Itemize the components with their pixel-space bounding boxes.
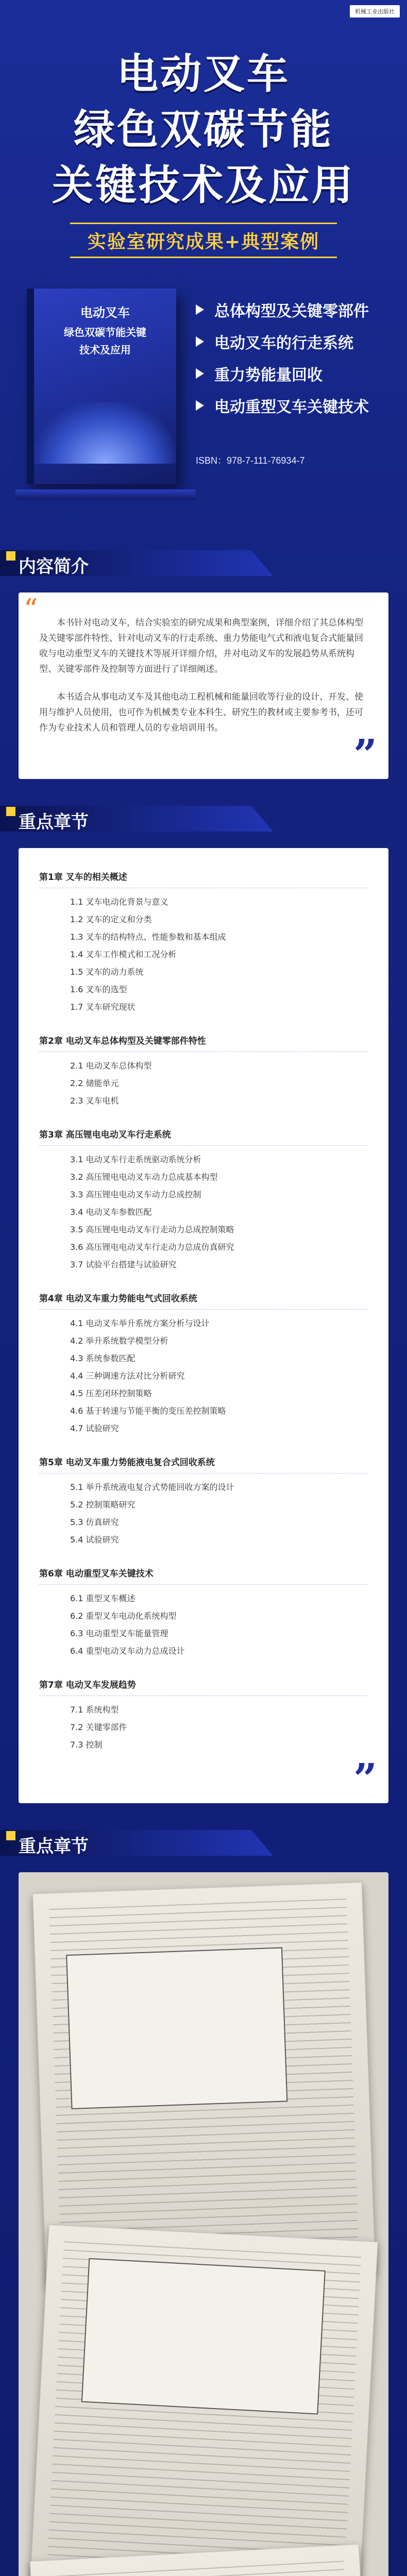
section-item: 4.2 举升系统数学模型分析 [70,1336,168,1346]
chapter-title: 第1章 叉车的相关概述 [39,866,368,888]
page-diagram [66,1947,287,2109]
feature-item [196,389,397,421]
intro-box [19,592,388,779]
feature-label: 重力势能量回收 [214,366,323,384]
feature-list [196,294,397,421]
chapter [39,1287,368,1437]
section-item: 4.6 基于转速与节能平衡的变压差控制策略 [70,1406,226,1416]
section-item: 6.3 电动重型叉车能量管理 [70,1629,168,1638]
section-item: 1.3 叉车的结构特点、性能参数和基本组成 [70,932,226,942]
book-page-photo [32,1882,376,2285]
section-item: 2.3 叉车电机 [70,1096,119,1106]
section-header-photos [0,1816,407,1862]
toc-box [19,848,388,1803]
section-item: 5.3 仿真研究 [70,1517,119,1527]
triangle-arrow-icon [196,368,204,379]
close-quote-icon: ” [353,1754,377,1803]
section-item: 3.3 高压锂电电动叉车动力总成控制 [70,1190,201,1199]
chapter [39,866,368,1016]
chapter-title: 第6章 电动重型叉车关键技术 [39,1562,368,1585]
hero-subtitle: 实验室研究成果+典型案例 [70,223,337,258]
page-text-lines [46,2561,362,2576]
section-item: 6.4 重型电动叉车动力总成设计 [70,1646,185,1656]
section-header-toc [0,791,407,838]
section-item: 7.1 系统构型 [70,1705,119,1715]
section-item: 4.3 系统参数匹配 [70,1353,135,1363]
yellow-square-icon [6,1831,15,1840]
section-title: 重点章节 [19,812,89,833]
section-item: 3.6 高压锂电电动叉车行走动力总成仿真研究 [70,1242,234,1252]
section-item: 3.4 电动叉车参数匹配 [70,1207,152,1217]
publisher-badge: 机械工业出版社 [350,5,400,18]
section-item: 6.1 重型叉车概述 [70,1594,135,1603]
triangle-arrow-icon [196,304,204,315]
section-title: 重点章节 [19,1836,89,1857]
section-item: 2.1 电动叉车总体构型 [70,1061,152,1071]
yellow-square-icon [6,807,15,816]
chapter-title: 第2章 电动叉车总体构型及关键零部件特性 [39,1029,368,1052]
section-item: 1.5 叉车的动力系统 [70,967,144,977]
feature-label: 总体构型及关键零部件 [214,302,369,320]
feature-label: 电动叉车的行走系统 [214,334,353,352]
book-cover-title-1: 电动叉车 [80,305,130,320]
section-item: 3.2 高压锂电电动叉车动力总成基本构型 [70,1172,218,1182]
chapter [39,1029,368,1110]
chapter [39,1562,368,1660]
feature-item [196,294,397,326]
book-pages-photo-area [19,1872,388,2576]
feature-item [196,358,397,389]
feature-label: 电动重型叉车关键技术 [214,398,369,416]
section-item: 3.5 高压锂电电动叉车行走动力总成控制策略 [70,1225,234,1234]
page-diagram [81,2258,326,2415]
hero-title-line-1: 电动叉车 [117,50,290,98]
section-item: 4.4 三种调速方法对比分析研究 [70,1371,185,1381]
triangle-arrow-icon [196,400,204,411]
section-item: 4.7 试验研究 [70,1423,119,1433]
intro-paragraph-2: 本书适合从事电动叉车及其他电动工程机械和能量回收等行业的设计、开发、使用与维护人员使用，也可作为机械类专业本科生、研究生的教材或主要参考书，还可作为专业技术人员和管理人员的专业培训用书。 [39,692,363,733]
section-item: 7.3 控制 [70,1740,103,1750]
chapter [39,1123,368,1274]
section-item: 2.2 储能单元 [70,1078,119,1088]
chapter-title: 第5章 电动叉车重力势能液电复合式回收系统 [39,1451,368,1473]
section-title: 内容简介 [19,556,89,577]
book-page-photo [30,2225,378,2576]
open-quote-icon: “ [24,593,38,625]
book-area [0,289,407,515]
section-item: 1.4 叉车工作模式和工况分析 [70,950,177,959]
close-quote-icon: ” [353,730,377,778]
section-header-intro [0,536,407,582]
section-item: 1.7 叉车研究现状 [70,1002,135,1012]
book-cover-illustration [34,402,176,464]
book-stand-shadow [15,489,196,500]
chapter-title: 第7章 电动叉车发展趋势 [39,1673,368,1696]
yellow-square-icon [6,551,15,561]
chapter [39,1673,368,1754]
triangle-arrow-icon [196,336,204,347]
isbn: ISBN：978-7-111-76934-7 [196,455,305,466]
chapter-title: 第4章 电动叉车重力势能电气式回收系统 [39,1287,368,1310]
hero-title-line-3: 关键技术及应用 [52,161,355,209]
chapter-title: 第3章 高压锂电电动叉车行走系统 [39,1123,368,1146]
intro-paragraph-1: 本书针对电动叉车，结合实验室的研究成果和典型案例，详细介绍了其总体构型及关键零部件特性、针对电动叉车的行走系统、重力势能电气式和液电复合式能量回收与电动重型叉车的关键技术等展开详细介绍，并对电动叉车的发展趋势从系统构型、关键零部件及控制等方面进行了详细阐述。 [39,618,363,674]
section-item: 3.1 电动叉车行走系统驱动系统分析 [70,1155,201,1164]
section-item: 1.2 叉车的定义和分类 [70,914,152,924]
feature-item [196,326,397,358]
section-item: 4.5 压差闭环控制策略 [70,1388,152,1398]
section-item: 5.4 试验研究 [70,1535,119,1545]
hero-title-line-2: 绿色双碳节能 [74,106,333,154]
hero [0,0,407,536]
book-cover-title-3: 技术及应用 [79,344,131,356]
section-item: 5.2 控制策略研究 [70,1500,135,1510]
section-item: 5.1 举升系统液电复合式势能回收方案的设计 [70,1482,234,1492]
section-item: 7.2 关键零部件 [70,1722,127,1732]
section-item: 3.7 试验平台搭建与试验研究 [70,1260,177,1269]
book-cover-image [27,289,176,484]
book-cover-title-2: 绿色双碳节能关键 [64,326,146,338]
section-item: 1.1 叉车电动化背景与意义 [70,897,168,907]
section-item: 4.1 电动叉车举升系统方案分析与设计 [70,1318,210,1328]
section-item: 6.2 重型叉车电动化系统构型 [70,1611,177,1621]
section-item: 1.6 叉车的选型 [70,985,127,994]
chapter [39,1451,368,1549]
